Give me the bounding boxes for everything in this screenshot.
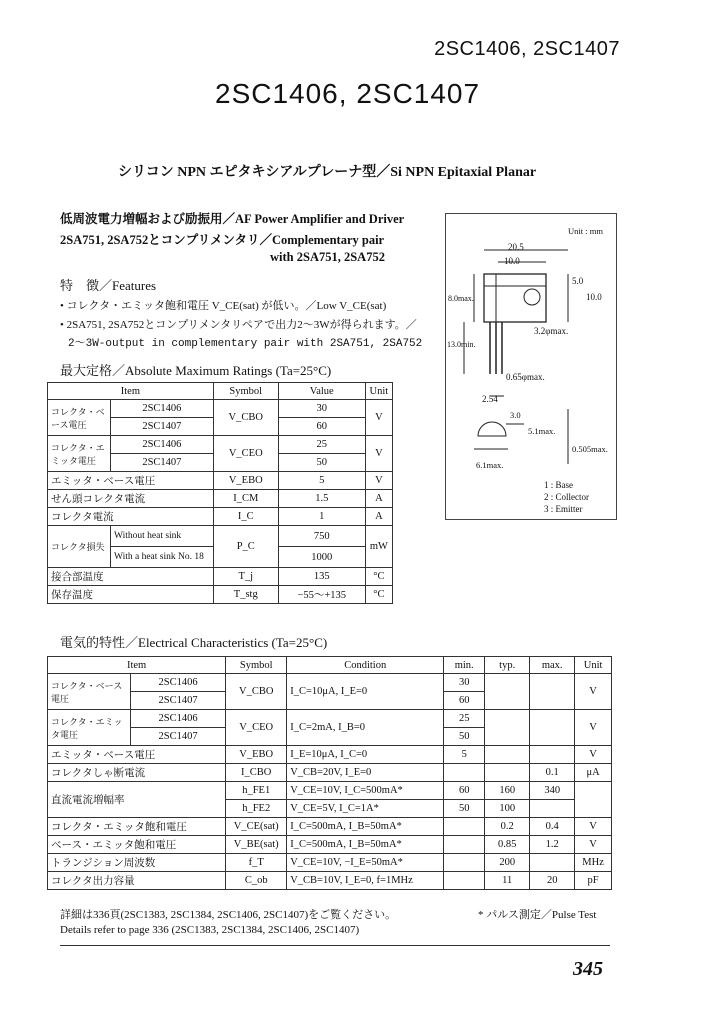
part-label: 2SC1406 — [131, 710, 226, 728]
electrical-characteristics-table — [47, 656, 612, 890]
symbol: V_EBO — [226, 746, 287, 764]
table-row — [48, 836, 612, 854]
table-row — [48, 764, 612, 782]
condition: V_CE=10V, I_C=500mA* — [287, 782, 444, 800]
value: 1.5 — [278, 490, 365, 508]
value: 135 — [278, 568, 365, 586]
condition: V_CB=20V, I_E=0 — [287, 764, 444, 782]
max: 340 — [530, 782, 575, 800]
condition: Without heat sink — [111, 526, 214, 547]
part-label: 2SC1407 — [131, 728, 226, 746]
symbol: V_CBO — [213, 400, 278, 436]
table-row — [48, 674, 612, 692]
item-label: エミッタ・ベース電圧 — [48, 472, 214, 490]
value: 750 — [278, 526, 365, 547]
typ: 200 — [485, 854, 530, 872]
item-label: コレクタ出力容量 — [48, 872, 226, 890]
diagram-unit: Unit : mm — [568, 226, 603, 236]
item-label: コレクタ損失 — [48, 526, 111, 568]
pin-2-label: 2 : Collector — [544, 492, 589, 502]
unit: μA — [575, 764, 612, 782]
unit: MHz — [575, 854, 612, 872]
footnote-ref-jp: 詳細は336頁(2SC1383, 2SC1384, 2SC1406, 2SC1407)をご覧ください。 — [60, 909, 397, 921]
unit: A — [365, 508, 392, 526]
table-row — [48, 710, 612, 728]
symbol: T_stg — [213, 586, 278, 604]
symbol: V_CEO — [226, 710, 287, 746]
dim-label: 6.1max. — [476, 460, 504, 470]
condition: I_C=500mA, I_B=50mA* — [287, 836, 444, 854]
symbol: f_T — [226, 854, 287, 872]
dim-label: 10.0 — [504, 256, 520, 266]
item-label: コレクタ・ベース電圧 — [48, 674, 131, 710]
package-drawing — [446, 214, 616, 519]
unit: V — [575, 746, 612, 764]
col-unit: Unit — [365, 383, 392, 400]
feature-item-1: • コレクタ・エミッタ飽和電圧 V_CE(sat) が低い。／Low V_CE(sat) — [60, 300, 387, 312]
dim-label: 0.505max. — [572, 444, 608, 454]
symbol: P_C — [213, 526, 278, 568]
col-unit: Unit — [575, 657, 612, 674]
value: 50 — [278, 454, 365, 472]
table-row — [48, 568, 393, 586]
dim-label: 3.0 — [510, 410, 521, 420]
condition: I_C=10μA, I_E=0 — [287, 674, 444, 710]
page-number: 345 — [573, 958, 603, 980]
part-label: 2SC1406 — [131, 674, 226, 692]
symbol: V_CBO — [226, 674, 287, 710]
table-row — [48, 818, 612, 836]
dim-label: 10.0 — [586, 292, 602, 302]
typ: 160 — [485, 782, 530, 800]
table-row — [48, 400, 393, 418]
part-label: 2SC1407 — [111, 454, 214, 472]
item-label: コレクタ・エミッタ電圧 — [48, 436, 111, 472]
symbol: V_CEO — [213, 436, 278, 472]
symbol: h_FE2 — [226, 800, 287, 818]
part-label: 2SC1406 — [111, 400, 214, 418]
table-row — [48, 526, 393, 547]
unit: A — [365, 490, 392, 508]
max: 1.2 — [530, 836, 575, 854]
unit: V — [365, 472, 392, 490]
item-label: コレクタ・ベース電圧 — [48, 400, 111, 436]
condition: I_C=2mA, I_B=0 — [287, 710, 444, 746]
abs-ratings-table — [47, 382, 393, 604]
item-label: 直流電流増幅率 — [48, 782, 226, 818]
footnote-pulse-test: * パルス測定／Pulse Test — [478, 909, 597, 921]
max: 0.1 — [530, 764, 575, 782]
condition: I_E=10μA, I_C=0 — [287, 746, 444, 764]
col-min: min. — [444, 657, 485, 674]
col-condition: Condition — [287, 657, 444, 674]
condition: With a heat sink No. 18 — [111, 547, 214, 568]
symbol: I_C — [213, 508, 278, 526]
col-symbol: Symbol — [226, 657, 287, 674]
condition: V_CB=10V, I_E=0, f=1MHz — [287, 872, 444, 890]
application-line2: 2SA751, 2SA752とコンプリメンタリ／Complementary pair — [60, 233, 385, 247]
col-typ: typ. — [485, 657, 530, 674]
abs-ratings-heading: 最大定格／Absolute Maximum Ratings (Ta=25°C) — [60, 363, 332, 378]
features-heading: 特 徴／Features — [60, 278, 157, 293]
symbol: I_CM — [213, 490, 278, 508]
unit: mW — [365, 526, 392, 568]
value: 25 — [278, 436, 365, 454]
dim-label: 0.65φmax. — [506, 372, 545, 382]
item-label: コレクタ・エミッタ電圧 — [48, 710, 131, 746]
pin-3-label: 3 : Emitter — [544, 504, 583, 514]
unit: pF — [575, 872, 612, 890]
dim-label: 13.0min. — [447, 340, 476, 349]
dim-label: 2.54 — [482, 394, 498, 404]
value: 1 — [278, 508, 365, 526]
max: 0.4 — [530, 818, 575, 836]
typ: 0.85 — [485, 836, 530, 854]
min: 50 — [444, 800, 485, 818]
symbol: C_ob — [226, 872, 287, 890]
col-max: max. — [530, 657, 575, 674]
page-title: 2SC1406, 2SC1407 — [215, 78, 481, 109]
table-row — [48, 508, 393, 526]
footnote-ref-en: Details refer to page 336 (2SC1383, 2SC1384, 2SC1406, 2SC1407) — [60, 924, 360, 936]
min: 60 — [444, 782, 485, 800]
value: 30 — [278, 400, 365, 418]
unit: V — [575, 710, 612, 746]
value: 60 — [278, 418, 365, 436]
application-line1: 低周波電力増幅および励振用／AF Power Amplifier and Driver — [60, 212, 405, 226]
dim-label: 20.5 — [508, 242, 524, 252]
part-label: 2SC1407 — [131, 692, 226, 710]
table-header-row — [48, 383, 393, 400]
max: 20 — [530, 872, 575, 890]
value: −55～+135 — [278, 586, 365, 604]
table-row — [48, 490, 393, 508]
item-label: コレクタ・エミッタ飽和電圧 — [48, 818, 226, 836]
value: 1000 — [278, 547, 365, 568]
col-item: Item — [48, 383, 214, 400]
package-outline-diagram — [445, 213, 617, 520]
item-label: コレクタしゃ断電流 — [48, 764, 226, 782]
col-item: Item — [48, 657, 226, 674]
symbol: V_CE(sat) — [226, 818, 287, 836]
subtitle: シリコン NPN エピタキシアルプレーナ型／Si NPN Epitaxial Planar — [118, 165, 537, 180]
symbol: I_CBO — [226, 764, 287, 782]
unit: V — [575, 836, 612, 854]
table-row — [48, 782, 612, 800]
item-label: せん頭コレクタ電流 — [48, 490, 214, 508]
table-row — [48, 854, 612, 872]
feature-item-3: 2～3W-output in complementary pair with 2SA751, 2SA752 — [68, 338, 423, 350]
condition: V_CE=5V, I_C=1A* — [287, 800, 444, 818]
table-row — [48, 436, 393, 454]
min: 5 — [444, 746, 485, 764]
symbol: T_j — [213, 568, 278, 586]
pin-1-label: 1 : Base — [544, 480, 573, 490]
dim-label: 5.1max. — [528, 426, 556, 436]
header-part-numbers: 2SC1406, 2SC1407 — [434, 38, 620, 60]
unit: V — [575, 818, 612, 836]
elec-heading: 電気的特性／Electrical Characteristics (Ta=25°C) — [60, 635, 328, 650]
symbol: V_EBO — [213, 472, 278, 490]
item-label: コレクタ電流 — [48, 508, 214, 526]
dim-label: 8.0max. — [448, 294, 474, 303]
table-header-row — [48, 657, 612, 674]
col-value: Value — [278, 383, 365, 400]
table-row — [48, 746, 612, 764]
col-symbol: Symbol — [213, 383, 278, 400]
item-label: エミッタ・ベース電圧 — [48, 746, 226, 764]
application-line3: with 2SA751, 2SA752 — [270, 250, 385, 264]
condition: I_C=500mA, I_B=50mA* — [287, 818, 444, 836]
typ: 100 — [485, 800, 530, 818]
min: 30 — [444, 674, 485, 692]
item-label: トランジション周波数 — [48, 854, 226, 872]
symbol: V_BE(sat) — [226, 836, 287, 854]
typ: 11 — [485, 872, 530, 890]
unit: °C — [365, 586, 392, 604]
item-label: 接合部温度 — [48, 568, 214, 586]
dim-label: 5.0 — [572, 276, 584, 286]
part-label: 2SC1406 — [111, 436, 214, 454]
dim-label: 3.2φmax. — [534, 326, 569, 336]
part-label: 2SC1407 — [111, 418, 214, 436]
unit: V — [365, 436, 392, 472]
typ: 0.2 — [485, 818, 530, 836]
item-label: ベース・エミッタ飽和電圧 — [48, 836, 226, 854]
symbol: h_FE1 — [226, 782, 287, 800]
min: 25 — [444, 710, 485, 728]
table-row — [48, 872, 612, 890]
unit: °C — [365, 568, 392, 586]
condition: V_CE=10V, −I_E=50mA* — [287, 854, 444, 872]
table-row — [48, 586, 393, 604]
min: 50 — [444, 728, 485, 746]
feature-item-2: • 2SA751, 2SA752とコンプリメンタリペアで出力2～3Wが得られます。／ — [60, 319, 417, 331]
min: 60 — [444, 692, 485, 710]
item-label: 保存温度 — [48, 586, 214, 604]
unit: V — [365, 400, 392, 436]
unit: V — [575, 674, 612, 710]
footer-divider — [60, 945, 610, 946]
table-row — [48, 472, 393, 490]
value: 5 — [278, 472, 365, 490]
